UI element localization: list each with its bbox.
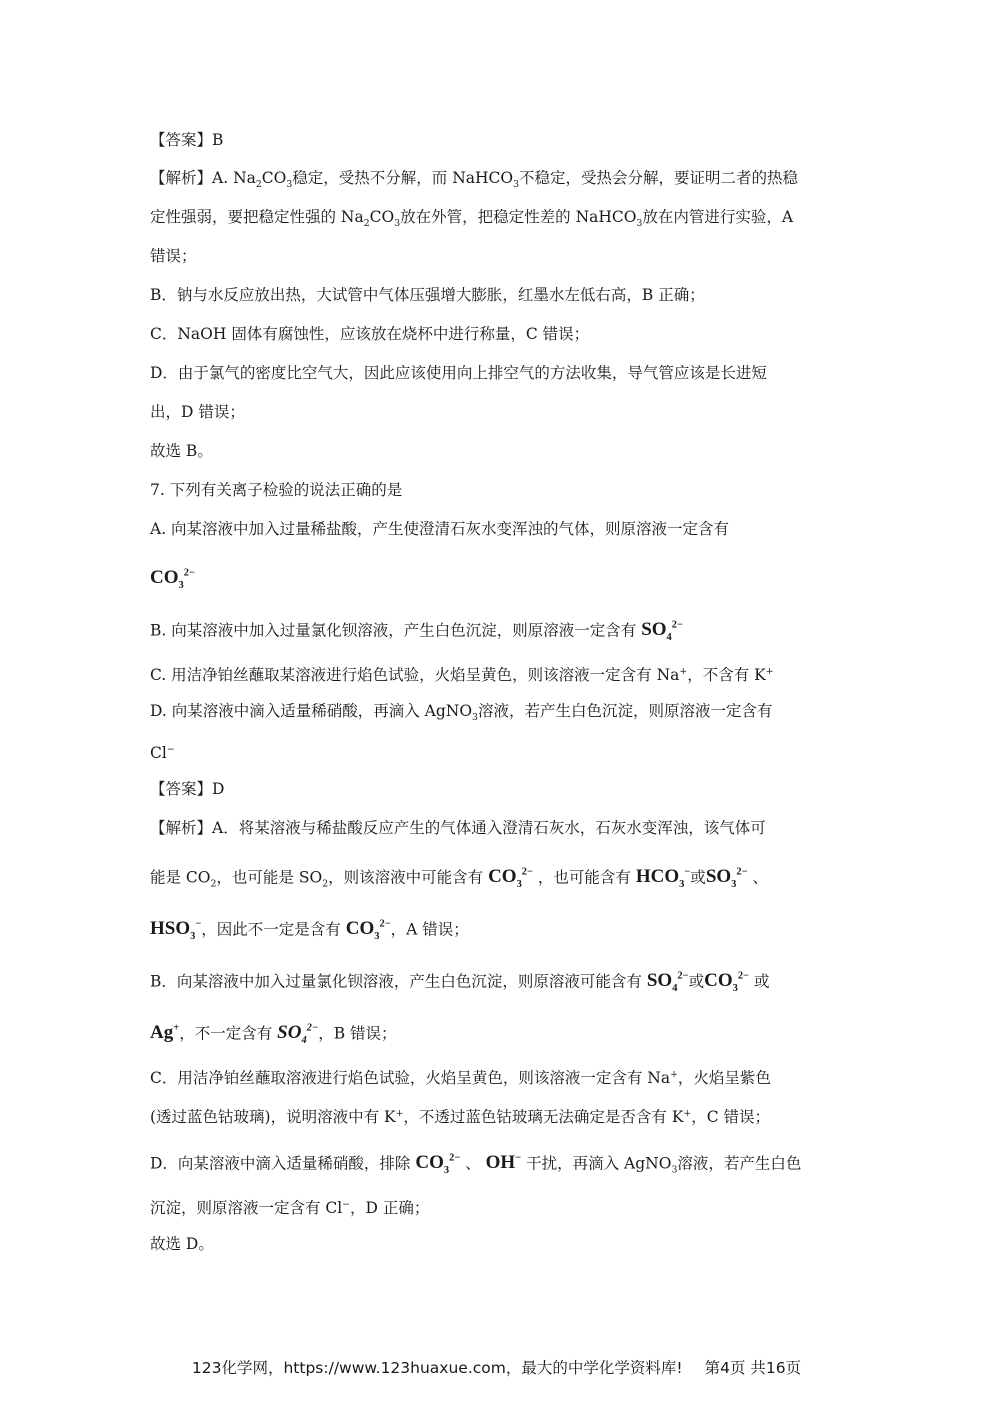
q7-option-b: B. 向某溶液中加入过量氯化钡溶液，产生白色沉淀，则原溶液一定含有 $SO_4^{2-}$ (150, 619, 683, 644)
sulfate-ion: $SO_4^{2-}$ (646, 970, 689, 995)
q7-analysis-b2: Ag+，不一定含有 $SO_4^{2-}$，B 错误； (150, 1022, 397, 1047)
q7-analysis-d2: 沉淀，则原溶液一定含有 Cl−，D 正确； (150, 1199, 430, 1218)
q6-analysis-c: C．NaOH 固体有腐蚀性，应该放在烧杯中进行称量，C 错误； (150, 325, 590, 343)
q7-analysis-d1: D．向某溶液中滴入适量稀硝酸，排除 $CO_3^{2-}$ 、 OH− 干扰，再滴入 AgNO$_3$溶液，若产生白色 (150, 1152, 802, 1177)
q6-answer: 【答案】B (150, 131, 224, 149)
carbonate-ion: $CO_3^{2-}$ (345, 918, 391, 943)
carbonate-ion: $CO_3^{2-}$ (150, 567, 195, 592)
q7-option-a-formula (150, 562, 850, 598)
q7-option-d-line-2: Cl− (150, 744, 175, 763)
bicarbonate-ion: $HCO_3^-$ (635, 866, 691, 891)
q7-analysis-a2: 能是 $CO_2$，也可能是 $SO_2$，则该溶液中可能含有 $CO_3^{2-}$ ，也可能含有 $HCO_3^-$或$SO_3^{2-}$ 、 (150, 866, 769, 891)
sulfite-ion: $SO_3^{2-}$ (705, 866, 748, 891)
q6-analysis-d2: 出，D 错误； (150, 403, 245, 421)
q6-analysis-line-1: 【解析】A. $Na_2CO_3$稳定，受热不分解，而 NaHCO$_3$不稳定，受热会分解，要证明二者的热稳 (150, 169, 799, 191)
q6-conclusion: 故选 B。 (150, 442, 213, 460)
q7-conclusion: 故选 D。 (150, 1235, 214, 1253)
carbonate-ion: $CO_3^{2-}$ (488, 866, 533, 891)
q7-stem: 7. 下列有关离子检验的说法正确的是 (150, 481, 403, 499)
q7-option-d: D. 向某溶液中滴入适量稀硝酸，再滴入 AgNO$_3$溶液，若产生白色沉淀，则原溶液一定含有 (150, 702, 773, 724)
sulfate-ion: $SO_4^{2-}$ (277, 1022, 319, 1047)
bisulfite-ion: $HSO_3^-$ (150, 918, 202, 943)
q6-analysis-line-3: 错误； (150, 247, 197, 265)
q6-analysis-b: B．钠与水反应放出热，大试管中气体压强增大膨胀，红墨水左低右高，B 正确； (150, 286, 705, 304)
q6-analysis-line-2: 定性强弱，要把稳定性强的 $Na_2CO_3$放在外管，把稳定性差的 NaHCO$_3$放在内管进行实验，A (150, 208, 794, 230)
footer-site: 123化学网，https://www.123huaxue.com，最大的中学化学资料库! (191, 1359, 683, 1377)
q7-option-a: A. 向某溶液中加入过量稀盐酸，产生使澄清石灰水变浑浊的气体，则原溶液一定含有 (150, 520, 730, 538)
page-footer (0, 1356, 993, 1380)
q7-answer: 【答案】D (150, 780, 225, 798)
q7-analysis-c1: C．用洁净铂丝蘸取溶液进行焰色试验，火焰呈黄色，则该溶液一定含有 Na+，火焰呈紫色 (150, 1069, 771, 1088)
q7-analysis-a3: $HSO_3^-$，因此不一定是含有 $CO_3^{2-}$，A 错误； (150, 918, 469, 943)
hydroxide-ion: OH− (485, 1152, 522, 1174)
q7-analysis-b1: B．向某溶液中加入过量氯化钡溶液，产生白色沉淀，则原溶液可能含有 $SO_4^{2-}$或$CO_3^{2-}$ 或 (150, 970, 770, 995)
sulfate-ion: $SO_4^{2-}$ (641, 619, 683, 644)
silver-ion: Ag+ (150, 1022, 180, 1044)
q7-option-c: C. 用洁净铂丝蘸取某溶液进行焰色试验，火焰呈黄色，则该溶液一定含有 Na+，不含有 K+ (150, 666, 774, 685)
q6-analysis-d1: D．由于氯气的密度比空气大，因此应该使用向上排空气的方法收集，导气管应该是长进短 (150, 364, 767, 382)
q7-analysis-a1: 【解析】A．将某溶液与稀盐酸反应产生的气体通入澄清石灰水，石灰水变浑浊，该气体可 (150, 819, 766, 837)
carbonate-ion: $CO_3^{2-}$ (415, 1152, 461, 1177)
page-number: 第4页 共16页 (704, 1359, 802, 1377)
carbonate-ion: $CO_3^{2-}$ (704, 970, 749, 995)
q7-analysis-c2: (透过蓝色钴玻璃)，说明溶液中有 K+，不透过蓝色钴玻璃无法确定是否含有 K+，C 错误； (150, 1108, 771, 1127)
